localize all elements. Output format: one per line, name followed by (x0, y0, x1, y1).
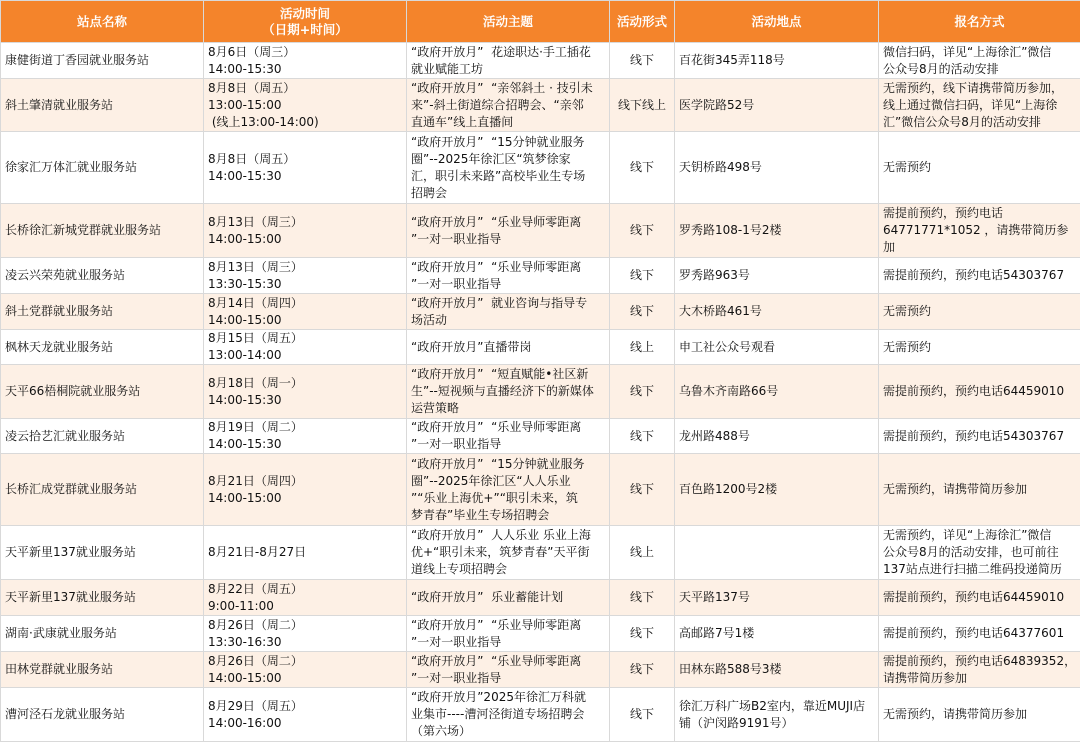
signup-method-cell-line: 137站点进行扫描二维码投递简历 (883, 562, 1062, 576)
signup-method-cell-line: 需提前预约，预约电话64459010 (883, 590, 1065, 604)
activity-time-cell (204, 526, 407, 580)
activity-location-cell-line: 大木桥路461号 (679, 304, 762, 318)
station-name-cell: 天平新里137就业服务站 (1, 526, 204, 580)
activity-location-cell-line: 田林东路588号3楼 (679, 662, 782, 676)
activity-time-cell (204, 365, 407, 419)
activity-time-cell-line: 14:00-15:30 (208, 61, 282, 76)
activity-theme-cell-line: “政府开放月” “15分钟就业服务 (411, 456, 585, 471)
activity-theme-cell-line: 生”--短视频与直播经济下的新媒体 (411, 384, 594, 398)
activity-theme-cell (407, 454, 610, 526)
header-signup-method (879, 1, 1080, 43)
activity-theme-cell-line: 道线上专项招聘会 (411, 562, 508, 576)
activity-format-cell: 线下 (610, 43, 675, 79)
activity-time-cell-line: 8月26日（周二） (208, 617, 303, 632)
table-row (1, 294, 1080, 330)
station-name-cell: 凌云拾艺汇就业服务站 (1, 419, 204, 454)
activity-location-cell (675, 132, 879, 204)
table-row (1, 330, 1080, 365)
activity-time-cell-line: 14:00-15:00 (208, 231, 282, 246)
activity-format-cell: 线下 (610, 652, 675, 688)
activity-theme-cell-line: 运营策略 (411, 401, 460, 415)
signup-method-cell (879, 132, 1080, 204)
header-label-line: 活动形式 (616, 13, 667, 29)
activity-location-cell (675, 365, 879, 419)
activity-theme-cell-line: 招聘会 (411, 185, 448, 200)
signup-method-cell (879, 365, 1080, 419)
activity-theme-cell-line: 直通车”线上直播间 (411, 114, 514, 129)
activity-theme-cell-line: 优+“职引未来，筑梦青春”天平街 (411, 545, 590, 559)
activity-location-cell (675, 258, 879, 294)
activity-theme-cell (407, 330, 610, 365)
table-row (1, 688, 1080, 742)
header-label-line: 活动主题 (482, 13, 533, 29)
activity-format-cell: 线上 (610, 526, 675, 580)
station-name-cell: 斜土党群就业服务站 (1, 294, 204, 330)
station-name-cell: 天平新里137就业服务站 (1, 580, 204, 616)
activity-location-cell-line: 罗秀路963号 (679, 268, 750, 282)
activity-time-cell-line: 8月8日（周五） (208, 80, 296, 95)
activity-theme-cell (407, 419, 610, 454)
activity-time-cell-line: 8月29日（周五） (208, 698, 303, 713)
activity-time-cell-line: 14:00-15:00 (208, 312, 282, 327)
activity-time-cell-line: 13:00-15:00 (208, 97, 282, 112)
signup-method-cell-line: 需提前预约，预约电话 (883, 206, 1004, 220)
signup-method-cell (879, 43, 1080, 79)
signup-method-cell-line: 64771771*1052 ，请携带简历参 (883, 223, 1069, 237)
activity-time-cell-line: 9:00-11:00 (208, 598, 274, 613)
activity-theme-cell-line: “政府开放月” “乐业导师零距离 (411, 214, 582, 229)
activity-theme-cell (407, 204, 610, 258)
signup-method-cell-line: 无需预约，请携带简历参加 (883, 707, 1028, 721)
activity-format-cell: 线下 (610, 132, 675, 204)
activity-time-cell (204, 454, 407, 526)
signup-method-cell-line: 加 (883, 240, 896, 254)
activity-theme-cell-line: （第六场） (411, 724, 472, 738)
station-name-cell: 徐家汇万体汇就业服务站 (1, 132, 204, 204)
activity-location-cell (675, 79, 879, 132)
table-row (1, 616, 1080, 652)
activity-theme-cell-line: ”“乐业上海优+”“职引未来，筑 (411, 490, 578, 505)
activity-location-cell (675, 652, 879, 688)
header-activity-format (610, 1, 675, 43)
station-name-cell: 长桥徐汇新城党群就业服务站 (1, 204, 204, 258)
signup-method-cell (879, 616, 1080, 652)
station-name-cell: 田林党群就业服务站 (1, 652, 204, 688)
station-name-cell: 斜土肇清就业服务站 (1, 79, 204, 132)
header-activity-time (204, 1, 407, 43)
activity-theme-cell (407, 258, 610, 294)
signup-method-cell (879, 258, 1080, 294)
signup-method-cell-line: 线上通过微信扫码，详见“上海徐 (883, 97, 1058, 112)
signup-method-cell (879, 652, 1080, 688)
header-label-line: 报名方式 (954, 13, 1005, 29)
signup-method-cell (879, 204, 1080, 258)
activity-time-cell (204, 688, 407, 742)
activity-theme-cell-line: ”一对一职业指导 (411, 276, 502, 291)
activity-time-cell-line: 13:30-15:30 (208, 276, 282, 291)
activity-format-cell: 线上 (610, 330, 675, 365)
activity-location-cell (675, 526, 879, 580)
header-label-line: 活动时间 (279, 5, 330, 21)
signup-method-cell-line: 需提前预约，预约电话54303767 (883, 428, 1065, 443)
activity-time-cell-line: 14:00-15:30 (208, 437, 282, 451)
activity-format-cell: 线下 (610, 419, 675, 454)
signup-method-cell (879, 580, 1080, 616)
header-activity-location (675, 1, 879, 43)
signup-method-cell-line: 无需预约，线下请携带简历参加， (883, 80, 1064, 95)
table-header-row (1, 1, 1080, 43)
activity-format-cell: 线下 (610, 688, 675, 742)
activity-location-cell-line: 高邮路7号1楼 (679, 626, 755, 640)
activity-theme-cell-line: “政府开放月” 花途职达·手工插花 (411, 44, 591, 59)
signup-method-cell-line: 无需预约，请携带简历参加 (883, 482, 1028, 496)
activity-theme-cell-line: “政府开放月” 人人乐业 乐业上海 (411, 528, 591, 542)
activity-time-cell (204, 294, 407, 330)
activity-theme-cell (407, 652, 610, 688)
activity-format-cell: 线下 (610, 616, 675, 652)
signup-method-cell-line: 汇”微信公众号8月的活动安排 (883, 114, 1041, 129)
activity-theme-cell (407, 43, 610, 79)
activity-location-cell-line: 百色路1200号2楼 (679, 482, 778, 496)
signup-method-cell (879, 419, 1080, 454)
activity-time-cell (204, 132, 407, 204)
activity-theme-cell-line: 就业赋能工坊 (411, 61, 484, 76)
table-row (1, 419, 1080, 454)
activity-theme-cell (407, 365, 610, 419)
signup-method-cell-line: 需提前预约，预约电话64377601 (883, 626, 1065, 640)
activity-time-cell (204, 79, 407, 132)
activity-time-cell (204, 580, 407, 616)
header-label-line: （日期+时间） (262, 21, 348, 37)
station-name-cell: 凌云兴荣苑就业服务站 (1, 258, 204, 294)
activity-format-cell: 线下线上 (610, 79, 675, 132)
activity-location-cell-line: 医学院路52号 (679, 97, 755, 112)
activity-time-cell (204, 258, 407, 294)
activity-theme-cell-line: 汇，职引未来路”高校毕业生专场 (411, 168, 586, 183)
activity-time-cell-line: 8月21日（周四） (208, 473, 303, 488)
table-row (1, 365, 1080, 419)
header-station-name (1, 1, 204, 43)
activity-theme-cell (407, 132, 610, 204)
table-row (1, 454, 1080, 526)
header-label-line: 站点名称 (76, 13, 127, 29)
activity-time-cell-line: 14:00-16:00 (208, 715, 282, 730)
signup-method-cell-line: 公众号8月的活动安排，也可前往 (883, 545, 1059, 559)
station-name-cell: 天平66梧桐院就业服务站 (1, 365, 204, 419)
activity-time-cell-line: 13:30-16:30 (208, 634, 282, 649)
signup-method-cell-line: 请携带简历参加 (883, 670, 968, 685)
activity-theme-cell-line: ”一对一职业指导 (411, 670, 502, 685)
activity-theme-cell-line: “政府开放月” “乐业导师零距离 (411, 617, 582, 632)
activity-theme-cell-line: 业集市----漕河泾街道专场招聘会 (411, 707, 585, 721)
activity-theme-cell-line: “政府开放月” “乐业导师零距离 (411, 259, 582, 274)
activity-time-cell-line: 8月13日（周三） (208, 259, 303, 274)
activity-time-cell-line: 8月15日（周五） (208, 331, 303, 345)
table-body (1, 43, 1080, 742)
activity-format-cell: 线下 (610, 454, 675, 526)
activity-time-cell-line: 8月14日（周四） (208, 295, 303, 310)
activity-theme-cell-line: 圈”--2025年徐汇区“筑梦徐家 (411, 151, 571, 166)
activity-location-cell (675, 204, 879, 258)
signup-method-cell (879, 79, 1080, 132)
signup-method-cell-line: 无需预约 (883, 304, 932, 318)
activity-theme-cell-line: “政府开放月” “15分钟就业服务 (411, 134, 585, 149)
activity-location-cell-line: 龙州路488号 (679, 428, 750, 443)
header-label-line: 活动地点 (751, 13, 802, 29)
activity-time-cell-line: 8月18日（周一） (208, 375, 303, 390)
activity-theme-cell-line: “政府开放月”2025年徐汇万科就 (411, 690, 586, 704)
station-name-cell: 康健街道丁香园就业服务站 (1, 43, 204, 79)
signup-method-cell (879, 330, 1080, 365)
activity-theme-cell (407, 294, 610, 330)
activity-theme-cell-line: 场活动 (411, 312, 448, 327)
activity-time-cell-line: 8月19日（周二） (208, 420, 303, 434)
activity-theme-cell-line: ”一对一职业指导 (411, 437, 502, 451)
activity-location-cell-line: 百花街345弄118号 (679, 53, 785, 67)
activity-format-cell: 线下 (610, 294, 675, 330)
activity-time-cell-line: 13:00-14:00 (208, 348, 282, 362)
activity-theme-cell-line: ”一对一职业指导 (411, 231, 502, 246)
signup-method-cell-line: 无需预约，详见“上海徐汇”微信 (883, 528, 1052, 542)
activity-theme-cell-line: ”一对一职业指导 (411, 634, 502, 649)
activity-theme-cell (407, 616, 610, 652)
table-row (1, 204, 1080, 258)
activity-location-cell (675, 419, 879, 454)
activity-time-cell (204, 419, 407, 454)
activity-location-cell (675, 580, 879, 616)
activity-theme-cell-line: 圈”--2025年徐汇区“人人乐业 (411, 473, 571, 488)
activity-location-cell-line: 天钥桥路498号 (679, 160, 762, 174)
activity-theme-cell (407, 580, 610, 616)
activity-time-cell (204, 204, 407, 258)
signup-method-cell-line: 无需预约 (883, 339, 932, 354)
table-row (1, 580, 1080, 616)
activity-location-cell (675, 688, 879, 742)
signup-method-cell (879, 454, 1080, 526)
activity-time-cell-line: 14:00-15:00 (208, 670, 282, 685)
activity-theme-cell (407, 526, 610, 580)
station-name-cell: 漕河泾石龙就业服务站 (1, 688, 204, 742)
activity-time-cell-line: 14:00-15:00 (208, 490, 282, 505)
activity-time-cell-line: 14:00-15:30 (208, 168, 282, 183)
activity-location-cell-line: 天平路137号 (679, 590, 750, 604)
station-name-cell: 长桥汇成党群就业服务站 (1, 454, 204, 526)
activity-theme-cell-line: “政府开放月” 就业咨询与指导专 (411, 295, 588, 310)
activity-time-cell (204, 616, 407, 652)
table-row (1, 258, 1080, 294)
header-activity-theme (407, 1, 610, 43)
activity-location-cell (675, 616, 879, 652)
signup-method-cell (879, 526, 1080, 580)
activity-time-cell-line: (线上13:00-14:00) (208, 114, 319, 129)
signup-method-cell-line: 公众号8月的活动安排 (883, 61, 999, 76)
activity-time-cell-line: 14:00-15:30 (208, 392, 282, 407)
activity-time-cell-line: 8月8日（周五） (208, 151, 296, 166)
signup-method-cell-line: 无需预约 (883, 160, 932, 174)
activity-theme-cell (407, 79, 610, 132)
activity-location-cell (675, 43, 879, 79)
activity-theme-cell (407, 688, 610, 742)
activity-location-cell (675, 330, 879, 365)
activity-location-cell-line: 乌鲁木齐南路66号 (679, 384, 779, 398)
table-row (1, 43, 1080, 79)
signup-method-cell-line: 需提前预约，预约电话54303767 (883, 268, 1065, 282)
activity-format-cell: 线下 (610, 258, 675, 294)
activity-theme-cell-line: “政府开放月” “乐业导师零距离 (411, 420, 582, 434)
table-row (1, 132, 1080, 204)
table-row (1, 79, 1080, 132)
activity-format-cell: 线下 (610, 365, 675, 419)
activity-time-cell (204, 43, 407, 79)
activity-theme-cell-line: “政府开放月”直播带岗 (411, 339, 532, 354)
activity-time-cell-line: 8月21日-8月27日 (208, 545, 307, 559)
activity-time-cell-line: 8月13日（周三） (208, 214, 303, 229)
signup-method-cell-line: 微信扫码，详见“上海徐汇”微信 (883, 44, 1052, 59)
table-row (1, 652, 1080, 688)
activity-format-cell: 线下 (610, 204, 675, 258)
activity-theme-cell-line: 来”-斜土街道综合招聘会、“亲邻 (411, 97, 584, 112)
activity-theme-cell-line: “政府开放月” “短直赋能•社区新 (411, 367, 589, 381)
signup-method-cell-line: 需提前预约，预约电话64839352， (883, 653, 1077, 668)
activity-time-cell (204, 330, 407, 365)
station-name-cell: 湖南·武康就业服务站 (1, 616, 204, 652)
signup-method-cell (879, 688, 1080, 742)
activity-theme-cell-line: “政府开放月” 乐业蓄能计划 (411, 590, 564, 604)
activity-time-cell-line: 8月22日（周五） (208, 581, 303, 596)
activity-location-cell-line: 罗秀路108-1号2楼 (679, 223, 782, 237)
activity-theme-cell-line: “政府开放月” “乐业导师零距离 (411, 653, 582, 668)
activity-time-cell-line: 8月6日（周三） (208, 44, 296, 59)
activity-time-cell (204, 652, 407, 688)
activity-theme-cell-line: “政府开放月” “亲邻斜土 · 技引未 (411, 80, 593, 95)
activity-format-cell: 线下 (610, 580, 675, 616)
signup-method-cell (879, 294, 1080, 330)
activity-theme-cell-line: 梦青春”毕业生专场招聘会 (411, 507, 550, 522)
activity-location-cell (675, 454, 879, 526)
activity-location-cell (675, 294, 879, 330)
activity-location-cell-line: 申工社公众号观看 (679, 339, 776, 354)
activity-time-cell-line: 8月26日（周二） (208, 653, 303, 668)
activity-location-cell-line: 铺（沪闵路9191号） (679, 715, 794, 730)
activity-location-cell-line: 徐汇万科广场B2室内，靠近MUJI店 (679, 698, 866, 713)
signup-method-cell-line: 需提前预约，预约电话64459010 (883, 384, 1065, 398)
table-row (1, 526, 1080, 580)
station-name-cell: 枫林天龙就业服务站 (1, 330, 204, 365)
